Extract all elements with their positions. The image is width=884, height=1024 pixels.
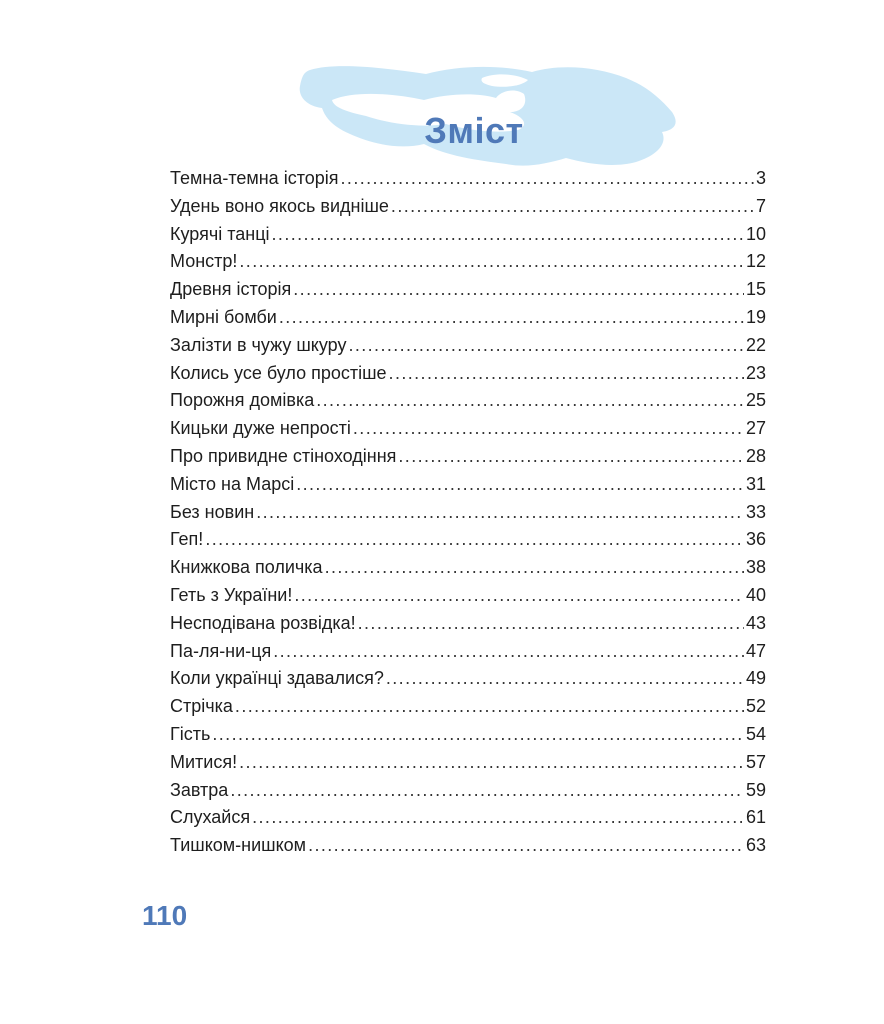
dot-leader — [230, 777, 744, 805]
toc-entry-page: 40 — [745, 584, 766, 605]
dot-leader — [212, 721, 744, 749]
toc-entry-title: Стрічка — [170, 696, 233, 717]
toc-entry-page: 38 — [745, 557, 766, 578]
toc-entry[interactable] — [170, 582, 766, 610]
toc-entry[interactable] — [170, 499, 766, 527]
toc-entry[interactable] — [170, 415, 766, 443]
toc-entry-page: 23 — [745, 362, 766, 383]
toc-entry-title: Митися! — [170, 751, 238, 772]
toc-entry[interactable] — [170, 749, 766, 777]
toc-entry[interactable] — [170, 610, 766, 638]
toc-entry-page: 7 — [755, 195, 766, 216]
dot-leader — [348, 332, 744, 360]
toc-entry[interactable] — [170, 387, 766, 415]
toc-entry-page: 47 — [745, 640, 766, 661]
dot-leader — [296, 471, 744, 499]
toc-entry-title: Тишком-нишком — [170, 835, 307, 856]
toc-entry-title: Монстр! — [170, 251, 238, 272]
toc-entry[interactable] — [170, 721, 766, 749]
toc-entry-title: Древня історія — [170, 279, 292, 300]
toc-entry-page: 49 — [745, 668, 766, 689]
toc-entry[interactable] — [170, 165, 766, 193]
toc-entry[interactable] — [170, 804, 766, 832]
dot-leader — [239, 749, 744, 777]
dot-leader — [279, 304, 744, 332]
table-of-contents — [170, 165, 766, 860]
toc-entry-title: Геп! — [170, 529, 204, 550]
toc-entry-page: 28 — [745, 445, 766, 466]
dot-leader — [252, 804, 744, 832]
toc-entry-title: Колись усе було простіше — [170, 362, 387, 383]
page-number: 110 — [142, 900, 188, 931]
dot-leader — [358, 610, 744, 638]
toc-entry-title: Па-ля-ни-ця — [170, 640, 272, 661]
toc-entry[interactable] — [170, 304, 766, 332]
toc-entry-title: Несподівана розвідка! — [170, 612, 356, 633]
dot-leader — [205, 526, 744, 554]
toc-entry[interactable] — [170, 554, 766, 582]
dot-leader — [325, 554, 744, 582]
dot-leader — [272, 221, 744, 249]
toc-entry-page: 54 — [745, 723, 766, 744]
dot-leader — [386, 665, 744, 693]
toc-entry-page: 22 — [745, 334, 766, 355]
toc-entry[interactable] — [170, 221, 766, 249]
toc-entry-title: Темна-темна історія — [170, 168, 339, 188]
dot-leader — [256, 499, 744, 527]
page-title: Зміст — [424, 110, 524, 151]
toc-entry[interactable] — [170, 832, 766, 860]
toc-entry-page: 59 — [745, 779, 766, 800]
toc-entry-page: 52 — [745, 696, 766, 717]
toc-entry-page: 27 — [745, 418, 766, 439]
toc-entry[interactable] — [170, 443, 766, 471]
toc-entry-page: 43 — [745, 612, 766, 633]
toc-entry-page: 10 — [745, 223, 766, 244]
dot-leader — [341, 165, 754, 193]
toc-entry-title: Гість — [170, 723, 211, 744]
toc-entry-page: 57 — [745, 751, 766, 772]
toc-entry-title: Кицьки дуже непрості — [170, 418, 351, 439]
toc-entry-title: Книжкова поличка — [170, 557, 323, 578]
dot-leader — [389, 360, 744, 388]
toc-entry-title: Геть з України! — [170, 584, 293, 605]
dot-leader — [398, 443, 744, 471]
toc-entry[interactable] — [170, 693, 766, 721]
toc-entry-page: 33 — [745, 501, 766, 522]
toc-entry-page: 3 — [755, 168, 766, 188]
dot-leader — [235, 693, 744, 721]
dot-leader — [239, 248, 744, 276]
toc-entry[interactable] — [170, 276, 766, 304]
toc-entry-title: Завтра — [170, 779, 229, 800]
toc-entry-page: 61 — [745, 807, 766, 828]
toc-entry-page: 63 — [745, 835, 766, 856]
toc-entry[interactable] — [170, 777, 766, 805]
toc-entry-title: Курячі танці — [170, 223, 270, 244]
toc-entry[interactable] — [170, 332, 766, 360]
toc-entry-title: Залізти в чужу шкуру — [170, 334, 347, 355]
dot-leader — [273, 638, 744, 666]
toc-entry-page: 19 — [745, 306, 766, 327]
toc-entry[interactable] — [170, 360, 766, 388]
toc-entry-title: Без новин — [170, 501, 255, 522]
toc-entry-page: 15 — [745, 279, 766, 300]
toc-entry-title: Мирні бомби — [170, 306, 277, 327]
toc-entry[interactable] — [170, 526, 766, 554]
dot-leader — [293, 276, 744, 304]
toc-entry[interactable] — [170, 665, 766, 693]
toc-entry-title: Коли українці здавалися? — [170, 668, 384, 689]
toc-entry-page: 31 — [745, 473, 766, 494]
toc-entry-title: Про привидне стіноходіння — [170, 445, 397, 466]
toc-entry[interactable] — [170, 471, 766, 499]
toc-entry-page: 12 — [745, 251, 766, 272]
toc-entry[interactable] — [170, 193, 766, 221]
dot-leader — [353, 415, 744, 443]
toc-entry-title: Порожня домівка — [170, 390, 315, 411]
toc-entry-title: Удень воно якось видніше — [170, 195, 389, 216]
toc-entry-page: 25 — [745, 390, 766, 411]
dot-leader — [316, 387, 744, 415]
dot-leader — [308, 832, 744, 860]
toc-entry[interactable] — [170, 638, 766, 666]
toc-entry[interactable] — [170, 248, 766, 276]
dot-leader — [391, 193, 754, 221]
toc-entry-title: Місто на Марсі — [170, 473, 295, 494]
toc-entry-title: Слухайся — [170, 807, 251, 828]
toc-entry-page: 36 — [745, 529, 766, 550]
dot-leader — [294, 582, 744, 610]
